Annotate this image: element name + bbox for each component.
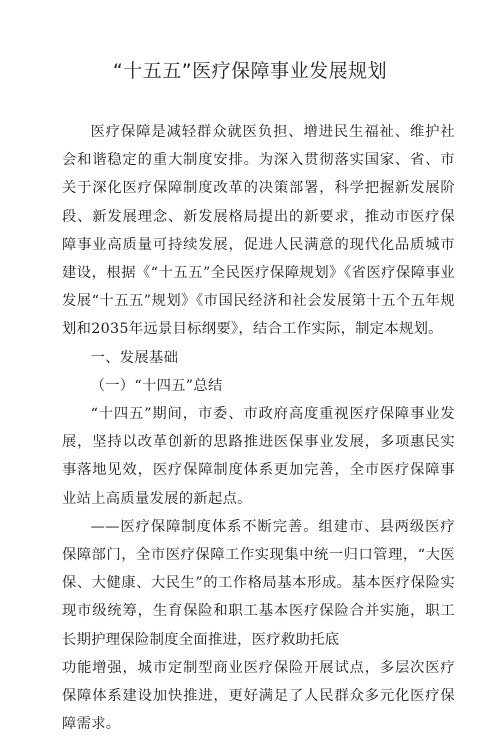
document-title: “十五五”医疗保障事业发展规划	[112, 60, 388, 82]
intro-paragraph: 医疗保障是减轻群众就医负担、增进民生福祉、维护社会和谐稳定的重大制度安排。为深入贯彻落实国家、省、市关于深化医疗保障制度改革的决策部署，科学把握新发展阶段、新发展理念、新发展格局提出的新要求，推动市医疗保障事业高质量可持续发展，促进人民满意的现代化品质城市建设，根据《“十五五”全民医疗保障规划》《省医疗保障事业发展“十五五”规划》《市国民经济和社会发展第十五个五年规划和2035年远景目标纲要》，结合工作实际，制定本规划。	[62, 124, 455, 338]
summary-paragraph: “十四五”期间，市委、市政府高度重视医疗保障事业发展，坚持以改革创新的思路推进医保事业发展，多项惠民实事落地见效，医疗保障制度体系更加完善，全市医疗保障事业站上高质量发展的新起点。	[62, 406, 455, 507]
section-heading: 一、发展基础	[90, 349, 179, 366]
subsection-heading: （一）“十四五”总结	[90, 377, 223, 394]
document-body	[62, 118, 455, 738]
system-paragraph-continued: 功能增强，城市定制型商业医疗保险开展试点，多层次医疗保障体系建设加快推进，更好满足了人民群众多元化医疗保障需求。	[62, 659, 455, 733]
system-paragraph: ——医疗保障制度体系不断完善。组建市、县两级医疗保障部门，全市医疗保障工作实现集中统一归口管理，“大医保、大健康、大民生”的工作格局基本形成。基本医疗保险实现市级统筹，生育保险和职工基本医疗保险合并实施，职工长期护理保险制度全面推进，医疗救助托底	[62, 518, 455, 648]
